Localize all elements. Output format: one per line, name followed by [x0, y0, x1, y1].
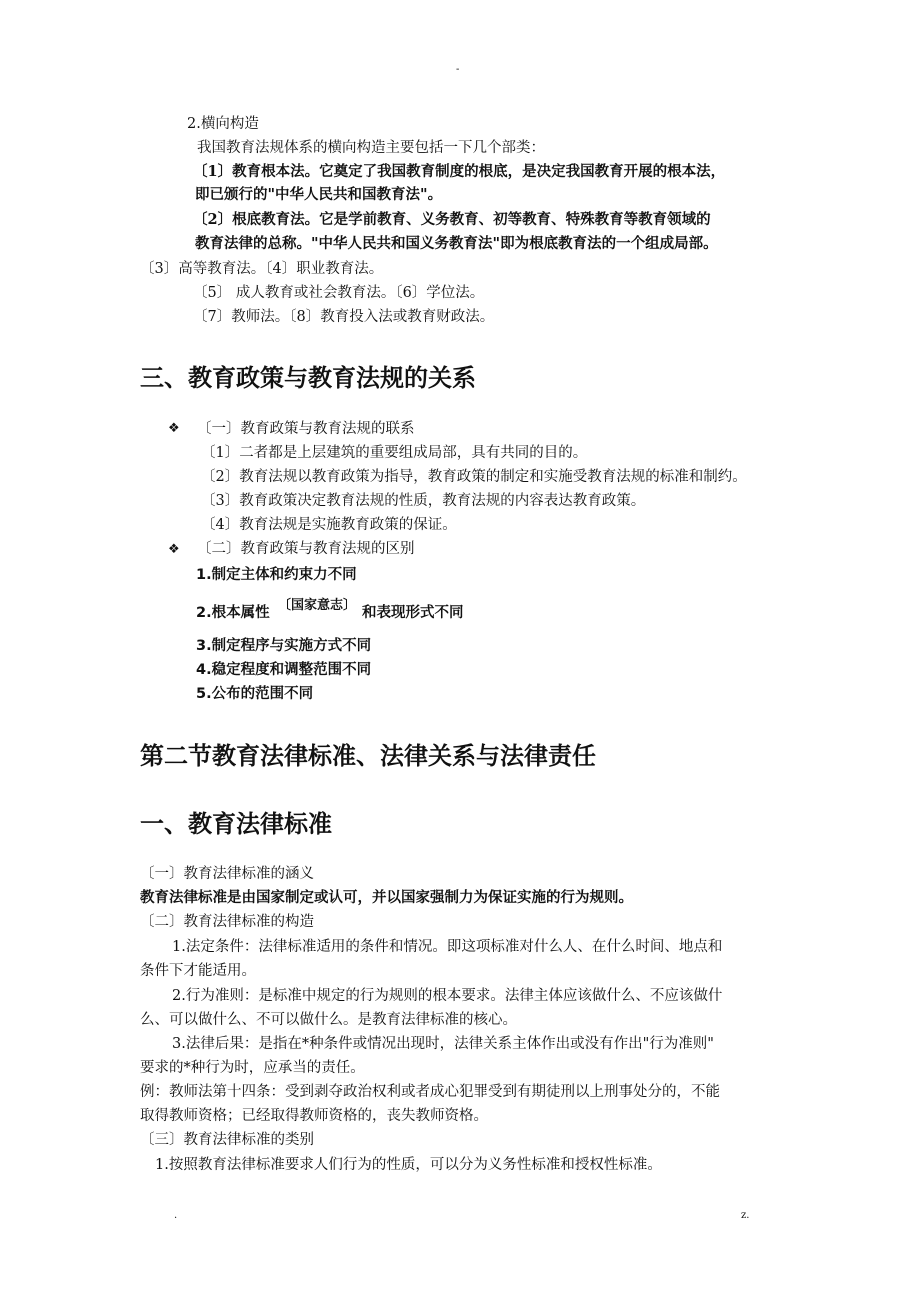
subsection-title-relation: 〔一〕教育政策与教育法规的联系	[197, 421, 415, 437]
difference-item-3: 3.制定程序与实施方式不同	[196, 638, 372, 654]
difference-item-2b: 和表现形式不同	[362, 605, 464, 621]
list-item-1-line2: 即已颁行的"中华人民共和国教育法"。	[195, 186, 443, 203]
subsection-title-difference: 〔二〕教育政策与教育法规的区别	[197, 541, 415, 557]
section-title-horizontal: 2.横向构造	[187, 116, 259, 132]
difference-item-1: 1.制定主体和约束力不同	[196, 567, 357, 583]
relation-item-2: 〔2〕教育法规以教育政策为指导，教育政策的制定和实施受教育法规的标准和制约。	[201, 469, 747, 485]
list-item-5-6: 〔5〕 成人教育或社会教育法。〔6〕学位法。	[193, 285, 485, 301]
norms-definition: 教育法律标准是由国家制定或认可，并以国家强制力为保证实施的行为规则。	[140, 890, 633, 906]
difference-item-5: 5.公布的范围不同	[196, 686, 314, 702]
norms-category-1: 1.按照教育法律标准要求人们行为的性质，可以分为义务性标准和授权性标准。	[155, 1157, 662, 1173]
norms-structure-3-line2: 要求的*种行为时，应承当的责任。	[140, 1060, 365, 1076]
list-item-1-line1: 〔1〕教育根本法。它奠定了我国教育制度的根底，是决定我国教育开展的根本法，	[193, 163, 726, 180]
list-item-2-line2: 教育法律的总称。"中华人民共和国义务教育法"即为根底教育法的一个组成局部。	[195, 235, 718, 252]
list-item-7-8: 〔7〕教师法。〔8〕教育投入法或教育财政法。	[193, 309, 495, 325]
list-item-2-line1: 〔2〕根底教育法。它是学前教育、义务教育、初等教育、特殊教育等教育领域的	[193, 211, 711, 228]
diamond-bullet-icon: ❖	[168, 421, 180, 436]
heading-chapter-2: 第二节教育法律标准、法律关系与法律责任	[140, 742, 596, 770]
norms-structure-1-line2: 条件下才能适用。	[140, 963, 256, 979]
norms-example-line1: 例：教师法第十四条：受到剥夺政治权利或者成心犯罪受到有期徒刑以上刑事处分的，不能	[140, 1084, 720, 1100]
footer-left-mark: .	[174, 1210, 178, 1221]
norms-structure-2-line2: 么、可以做什么、不可以做什么。是教育法律标准的核心。	[140, 1012, 517, 1028]
relation-item-4: 〔4〕教育法规是实施教育政策的保证。	[201, 517, 457, 533]
header-mark: -	[456, 64, 460, 75]
heading-section-3: 三、教育政策与教育法规的关系	[140, 364, 476, 392]
diamond-bullet-icon: ❖	[168, 542, 180, 557]
norms-subsection-2: 〔二〕教育法律标准的构造	[140, 914, 314, 930]
footer-right-mark: z.	[741, 1210, 750, 1221]
list-item-3-4: 〔3〕高等教育法。〔4〕职业教育法。	[140, 261, 384, 277]
norms-subsection-3: 〔三〕教育法律标准的类别	[140, 1132, 314, 1148]
heading-legal-norms: 一、教育法律标准	[140, 810, 332, 838]
difference-item-2a: 2.根本属性	[196, 605, 270, 621]
norms-structure-1-line1: 1.法定条件：法律标准适用的条件和情况。即这项标准对什么人、在什么时间、地点和	[172, 939, 723, 955]
paragraph-intro: 我国教育法规体系的横向构造主要包括一下几个部类：	[197, 140, 545, 156]
difference-item-4: 4.稳定程度和调整范围不同	[196, 662, 372, 678]
relation-item-3: 〔3〕教育政策决定教育法规的性质，教育法规的内容表达教育政策。	[201, 493, 646, 509]
norms-example-line2: 取得教师资格；已经取得教师资格的，丧失教师资格。	[140, 1108, 488, 1124]
relation-item-1: 〔1〕二者都是上层建筑的重要组成局部，具有共同的目的。	[201, 445, 588, 461]
difference-item-2-note: 〔国家意志〕	[278, 598, 357, 613]
norms-subsection-1: 〔一〕教育法律标准的涵义	[140, 866, 314, 882]
norms-structure-3-line1: 3.法律后果：是指在*种条件或情况出现时，法律关系主体作出或没有作出"行为准则"	[172, 1036, 714, 1052]
norms-structure-2-line1: 2.行为准则：是标准中规定的行为规则的根本要求。法律主体应该做什么、不应该做什	[172, 988, 723, 1004]
